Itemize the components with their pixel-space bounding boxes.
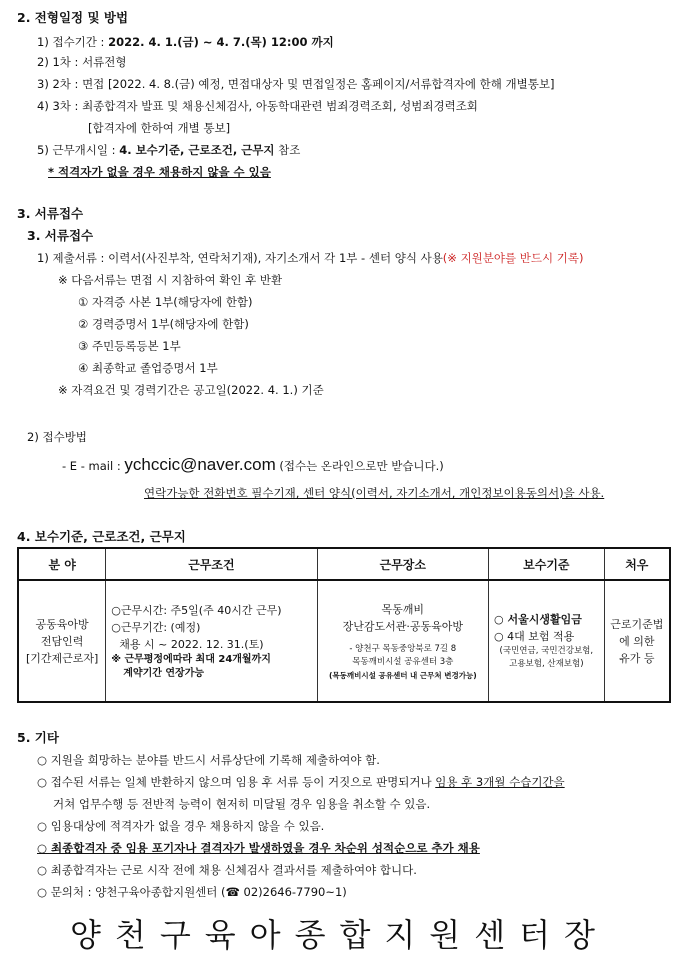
pay-line: ○ 4대 보험 적용 xyxy=(494,630,575,643)
header-field: 분 야 xyxy=(18,548,106,580)
treatment-line: 근로기준법 xyxy=(610,617,664,631)
stage2-text: 3) 2차 : 면접 [2022. 4. 8.(금) 예정, 면접대상자 및 면접일정은 홈페이지/서류합격자에 한해 개별통보] xyxy=(37,77,555,91)
stage3-text: 4) 3차 : 최종합격자 발표 및 채용신체검사, 아동학대관련 범죄경력조회, 성범죄경력조회 xyxy=(37,99,478,113)
header-pay: 보수기준 xyxy=(489,548,605,580)
pay-cell xyxy=(489,580,605,702)
submit-docs-text: 1) 제출서류 : 이력서(사진부착, 연락처기재), 자기소개서 각 1부 - 센터 양식 사용 xyxy=(37,251,443,265)
place-cell xyxy=(317,580,488,702)
condition-line: ○근무기간: (예정) xyxy=(111,620,201,634)
condition-line: ※ 근무평정에따라 최대 24개월까지 xyxy=(111,653,271,665)
etc-item-text: ○ 접수된 서류는 일체 반환하지 않으며 임용 후 서류 등이 거짓으로 판명되거나 xyxy=(37,775,436,789)
etc-item-emphasis: ○ 최종합격자 중 임용 포기자나 결격자가 발생하였을 경우 차순위 성적순으로 추가 채용 xyxy=(37,841,480,855)
criteria-note: ※ 자격요건 및 경력기간은 공고일(2022. 4. 1.) 기준 xyxy=(58,383,324,397)
etc-item: ○ 문의처 : 양천구육아종합지원센터 (☎ 02)2646-7790~1) xyxy=(37,885,347,899)
method-heading: 2) 접수방법 xyxy=(27,430,87,444)
section3-subheading: 3. 서류접수 xyxy=(27,228,94,243)
no-candidate-note: * 적격자가 없을 경우 채용하지 않을 수 있음 xyxy=(48,165,271,179)
application-period-value: 2022. 4. 1.(금) ~ 4. 7.(목) 12:00 까지 xyxy=(108,35,334,49)
etc-item xyxy=(37,774,565,790)
condition-line: 채용 시 ~ 2022. 12. 31.(토) xyxy=(119,637,264,651)
section5-heading: 5. 기타 xyxy=(17,730,59,745)
section3-heading: 3. 서류접수 xyxy=(17,206,84,221)
header-place: 근무장소 xyxy=(317,548,488,580)
conditions-cell xyxy=(106,580,317,702)
conditions-table xyxy=(17,547,671,703)
place-note: (목동깨비시설 공유센터 내 근무처 변경가능) xyxy=(328,670,477,680)
doc-item: ② 경력증명서 1부(해당자에 한함) xyxy=(78,317,249,331)
table-row xyxy=(18,580,670,702)
start-date xyxy=(37,142,300,158)
condition-line: 계약기간 연장가능 xyxy=(123,667,205,679)
pay-line: ○ 서울시생활임금 xyxy=(494,613,582,626)
header-treatment: 처우 xyxy=(604,548,670,580)
stage1-text: 2) 1차 : 서류전형 xyxy=(37,55,127,69)
start-date-suffix: 참조 xyxy=(274,143,301,157)
pay-note: 고용보험, 산재보험) xyxy=(509,659,584,669)
etc-item-continued: 거쳐 업무수행 등 전반적 능력이 현저히 미달될 경우 임용을 취소할 수 있음. xyxy=(53,797,431,811)
email-line xyxy=(62,454,444,477)
email-label: - E - mail : xyxy=(62,459,125,473)
contact-note: 연락가능한 전화번호 필수기재, 센터 양식(이력서, 자기소개서, 개인정보이용동의서)을 사용. xyxy=(144,486,605,500)
field-cell xyxy=(18,580,106,702)
place-line: 목동깨비 xyxy=(381,602,425,616)
email-note: (접수는 온라인으로만 받습니다.) xyxy=(275,459,444,473)
table-header-row xyxy=(18,548,670,580)
place-address: 목동깨비시설 공유센터 3층 xyxy=(352,656,454,667)
start-date-label: 5) 근무개시일 : xyxy=(37,143,120,157)
header-conditions: 근무조건 xyxy=(106,548,317,580)
application-period xyxy=(37,34,334,50)
section2-heading: 2. 전형일정 및 방법 xyxy=(17,10,129,25)
treatment-line: 유가 등 xyxy=(619,651,655,665)
doc-item: ④ 최종학교 졸업증명서 1부 xyxy=(78,361,218,375)
field-line: 공동육아방 xyxy=(35,617,89,631)
treatment-cell xyxy=(604,580,670,702)
issuer-signature: 양천구육아종합지원센터장 xyxy=(70,916,609,954)
condition-line: ○근무시간: 주5일(주 40시간 근무) xyxy=(111,603,282,617)
treatment-line: 에 의한 xyxy=(619,634,655,648)
doc-item: ① 자격증 사본 1부(해당자에 한함) xyxy=(78,295,253,309)
stage3-note: [합격자에 한하여 개별 통보] xyxy=(88,121,231,135)
section4-heading: 4. 보수기준, 근로조건, 근무지 xyxy=(17,529,186,544)
etc-item-underlined: 임용 후 3개월 수습기간을 xyxy=(435,775,565,789)
etc-item: ○ 최종합격자는 근로 시작 전에 채용 신체검사 결과서를 제출하여야 합니다. xyxy=(37,863,417,877)
interview-docs-note: ※ 다음서류는 면접 시 지참하여 확인 후 반환 xyxy=(58,273,283,287)
field-line: 전담인력 xyxy=(40,634,84,648)
place-address: - 양천구 목동중앙북로 7길 8 xyxy=(349,643,457,654)
email-address[interactable]: ychccic@naver.com xyxy=(124,455,276,474)
start-date-ref: 4. 보수기준, 근로조건, 근무지 xyxy=(119,143,275,157)
pay-note: (국민연금, 국민건강보험, xyxy=(499,646,594,656)
field-line: [기간제근로자] xyxy=(25,651,99,665)
submit-docs xyxy=(37,250,583,266)
etc-item: ○ 지원을 희망하는 분야를 반드시 서류상단에 기록해 제출하여야 함. xyxy=(37,753,380,767)
doc-item: ③ 주민등록등본 1부 xyxy=(78,339,181,353)
application-period-label: 1) 접수기간 : xyxy=(37,35,109,49)
submit-docs-warning: (※ 지원분야를 반드시 기록) xyxy=(442,251,584,265)
place-line: 장난감도서관·공동육아방 xyxy=(342,619,463,633)
etc-item: ○ 임용대상에 적격자가 없을 경우 채용하지 않을 수 있음. xyxy=(37,819,325,833)
